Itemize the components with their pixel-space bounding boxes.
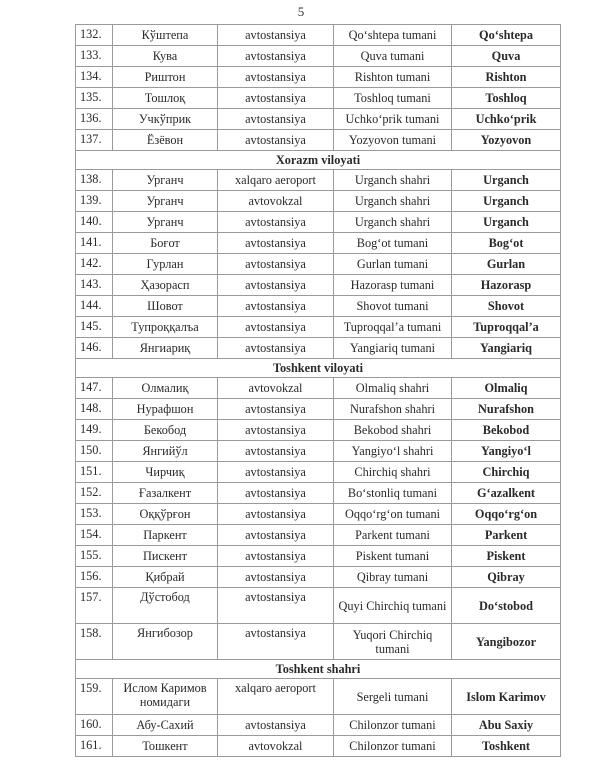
cyrillic-name: Бекобод — [113, 420, 218, 441]
table-row — [76, 624, 561, 660]
cyrillic-name: Абу-Сахий — [113, 715, 218, 736]
station-type: avtostansiya — [218, 624, 334, 660]
cyrillic-name: Дўстобод — [113, 588, 218, 624]
latin-name: Shovot — [452, 296, 561, 317]
cyrillic-name: Шовот — [113, 296, 218, 317]
station-type: xalqaro aeroport — [218, 679, 334, 715]
cyrillic-name: Ёзёвон — [113, 130, 218, 151]
district-name: Urganch shahri — [334, 191, 452, 212]
district-name: Quyi Chirchiq tumani — [334, 588, 452, 624]
table-row — [76, 25, 561, 46]
cyrillic-name: Янгийўл — [113, 441, 218, 462]
page-number: 5 — [297, 4, 305, 19]
cyrillic-name: Қибрай — [113, 567, 218, 588]
cyrillic-name: Янгибозор — [113, 624, 218, 660]
table-row — [76, 233, 561, 254]
district-name: Bekobod shahri — [334, 420, 452, 441]
cyrillic-name: Тошлоқ — [113, 88, 218, 109]
latin-name: Nurafshon — [452, 399, 561, 420]
latin-name: G‘azalkent — [452, 483, 561, 504]
district-name: Toshloq tumani — [334, 88, 452, 109]
row-number: 137. — [76, 130, 113, 151]
latin-name: Urganch — [452, 170, 561, 191]
table-row — [76, 67, 561, 88]
row-number: 148. — [76, 399, 113, 420]
district-name: Yuqori Chirchiq tumani — [334, 624, 452, 660]
cyrillic-name: Урганч — [113, 191, 218, 212]
station-type: avtostansiya — [218, 504, 334, 525]
row-number: 151. — [76, 462, 113, 483]
row-number: 143. — [76, 275, 113, 296]
district-name: Bo‘stonliq tumani — [334, 483, 452, 504]
latin-name: Olmaliq — [452, 378, 561, 399]
district-name: Urganch shahri — [334, 170, 452, 191]
table-row — [76, 88, 561, 109]
cyrillic-name: Кўштепа — [113, 25, 218, 46]
cyrillic-name: Пискент — [113, 546, 218, 567]
table-row — [76, 109, 561, 130]
station-type: avtovokzal — [218, 191, 334, 212]
table-row — [76, 525, 561, 546]
district-name: Yangiariq tumani — [334, 338, 452, 359]
cyrillic-name: Тупроққалъа — [113, 317, 218, 338]
station-type: avtostansiya — [218, 483, 334, 504]
row-number: 136. — [76, 109, 113, 130]
district-name: Uchko‘prik tumani — [334, 109, 452, 130]
table-row — [76, 483, 561, 504]
latin-name: Yangiyo‘l — [452, 441, 561, 462]
row-number: 135. — [76, 88, 113, 109]
section-title: Toshkent shahri — [76, 660, 561, 679]
district-name: Olmaliq shahri — [334, 378, 452, 399]
station-type: avtostansiya — [218, 88, 334, 109]
row-number: 149. — [76, 420, 113, 441]
station-type: avtostansiya — [218, 25, 334, 46]
latin-name: Urganch — [452, 191, 561, 212]
row-number: 160. — [76, 715, 113, 736]
cyrillic-name: Ғазалкент — [113, 483, 218, 504]
table-row — [76, 46, 561, 67]
section-header-row — [76, 660, 561, 679]
latin-name: Qibray — [452, 567, 561, 588]
district-name: Chilonzor tumani — [334, 715, 452, 736]
station-type: avtostansiya — [218, 67, 334, 88]
district-name: Hazorasp tumani — [334, 275, 452, 296]
station-type: avtostansiya — [218, 588, 334, 624]
station-type: avtostansiya — [218, 296, 334, 317]
cyrillic-name: Урганч — [113, 170, 218, 191]
table-row — [76, 441, 561, 462]
district-name: Rishton tumani — [334, 67, 452, 88]
row-number: 134. — [76, 67, 113, 88]
latin-name: Islom Karimov — [452, 679, 561, 715]
station-type: avtostansiya — [218, 317, 334, 338]
station-type: avtostansiya — [218, 525, 334, 546]
latin-name: Piskent — [452, 546, 561, 567]
station-type: avtostansiya — [218, 130, 334, 151]
station-type: avtostansiya — [218, 441, 334, 462]
cyrillic-name: Риштон — [113, 67, 218, 88]
district-name: Chirchiq shahri — [334, 462, 452, 483]
station-type: avtostansiya — [218, 109, 334, 130]
latin-name: Chirchiq — [452, 462, 561, 483]
station-type: xalqaro aeroport — [218, 170, 334, 191]
table-row — [76, 191, 561, 212]
cyrillic-name: Ҳазорасп — [113, 275, 218, 296]
row-number: 155. — [76, 546, 113, 567]
cyrillic-name: Олмалиқ — [113, 378, 218, 399]
row-number: 158. — [76, 624, 113, 660]
district-name: Chilonzor tumani — [334, 736, 452, 757]
row-number: 139. — [76, 191, 113, 212]
station-type: avtostansiya — [218, 275, 334, 296]
row-number: 153. — [76, 504, 113, 525]
district-name: Quva tumani — [334, 46, 452, 67]
table-row — [76, 275, 561, 296]
district-name: Qibray tumani — [334, 567, 452, 588]
station-type: avtostansiya — [218, 420, 334, 441]
cyrillic-name: Урганч — [113, 212, 218, 233]
latin-name: Oqqo‘rg‘on — [452, 504, 561, 525]
section-title: Toshkent viloyati — [76, 359, 561, 378]
table-row — [76, 338, 561, 359]
district-name: Oqqo‘rg‘on tumani — [334, 504, 452, 525]
cyrillic-name: Паркент — [113, 525, 218, 546]
section-header-row — [76, 359, 561, 378]
row-number: 132. — [76, 25, 113, 46]
section-title: Xorazm viloyati — [76, 151, 561, 170]
table-row — [76, 715, 561, 736]
latin-name: Toshloq — [452, 88, 561, 109]
cyrillic-name: Ислом Каримов номидаги — [113, 679, 218, 715]
table-row — [76, 399, 561, 420]
table-row — [76, 212, 561, 233]
row-number: 144. — [76, 296, 113, 317]
row-number: 138. — [76, 170, 113, 191]
district-name: Nurafshon shahri — [334, 399, 452, 420]
cyrillic-name: Оққўрғон — [113, 504, 218, 525]
table-row — [76, 420, 561, 441]
row-number: 142. — [76, 254, 113, 275]
row-number: 159. — [76, 679, 113, 715]
table-row — [76, 170, 561, 191]
station-type: avtostansiya — [218, 233, 334, 254]
row-number: 161. — [76, 736, 113, 757]
station-type: avtostansiya — [218, 462, 334, 483]
district-name: Sergeli tumani — [334, 679, 452, 715]
station-type: avtostansiya — [218, 567, 334, 588]
latin-name: Yangiariq — [452, 338, 561, 359]
district-name: Piskent tumani — [334, 546, 452, 567]
latin-name: Gurlan — [452, 254, 561, 275]
cyrillic-name: Тошкент — [113, 736, 218, 757]
cyrillic-name: Янгиариқ — [113, 338, 218, 359]
row-number: 152. — [76, 483, 113, 504]
table-row — [76, 378, 561, 399]
row-number: 146. — [76, 338, 113, 359]
station-type: avtostansiya — [218, 715, 334, 736]
station-type: avtostansiya — [218, 254, 334, 275]
table-row — [76, 462, 561, 483]
station-type: avtostansiya — [218, 399, 334, 420]
station-type: avtostansiya — [218, 546, 334, 567]
cyrillic-name: Кува — [113, 46, 218, 67]
table-row — [76, 130, 561, 151]
row-number: 150. — [76, 441, 113, 462]
district-name: Shovot tumani — [334, 296, 452, 317]
row-number: 133. — [76, 46, 113, 67]
cyrillic-name: Гурлан — [113, 254, 218, 275]
latin-name: Qo‘shtepa — [452, 25, 561, 46]
table-row — [76, 504, 561, 525]
cyrillic-name: Боғот — [113, 233, 218, 254]
district-name: Qo‘shtepa tumani — [334, 25, 452, 46]
section-header-row — [76, 151, 561, 170]
latin-name: Tuproqqal’a — [452, 317, 561, 338]
table-row — [76, 254, 561, 275]
cyrillic-name: Чирчиқ — [113, 462, 218, 483]
station-type: avtovokzal — [218, 736, 334, 757]
latin-name: Bog‘ot — [452, 233, 561, 254]
cyrillic-name: Нурафшон — [113, 399, 218, 420]
table-row — [76, 588, 561, 624]
district-name: Yozyovon tumani — [334, 130, 452, 151]
row-number: 145. — [76, 317, 113, 338]
row-number: 147. — [76, 378, 113, 399]
latin-name: Quva — [452, 46, 561, 67]
table-row — [76, 567, 561, 588]
table-row — [76, 736, 561, 757]
table-row — [76, 317, 561, 338]
latin-name: Bekobod — [452, 420, 561, 441]
row-number: 140. — [76, 212, 113, 233]
district-name: Urganch shahri — [334, 212, 452, 233]
district-name: Parkent tumani — [334, 525, 452, 546]
latin-name: Rishton — [452, 67, 561, 88]
latin-name: Do‘stobod — [452, 588, 561, 624]
latin-name: Uchko‘prik — [452, 109, 561, 130]
station-type: avtovokzal — [218, 378, 334, 399]
district-name: Gurlan tumani — [334, 254, 452, 275]
latin-name: Hazorasp — [452, 275, 561, 296]
row-number: 157. — [76, 588, 113, 624]
table-row — [76, 679, 561, 715]
cyrillic-name: Учкўприк — [113, 109, 218, 130]
row-number: 141. — [76, 233, 113, 254]
station-type: avtostansiya — [218, 212, 334, 233]
district-name: Tuproqqal’a tumani — [334, 317, 452, 338]
row-number: 154. — [76, 525, 113, 546]
station-type: avtostansiya — [218, 338, 334, 359]
table-row — [76, 546, 561, 567]
station-type: avtostansiya — [218, 46, 334, 67]
table-row — [76, 296, 561, 317]
latin-name: Yangibozor — [452, 624, 561, 660]
district-name: Bog‘ot tumani — [334, 233, 452, 254]
row-number: 156. — [76, 567, 113, 588]
stations-table — [75, 24, 561, 757]
latin-name: Parkent — [452, 525, 561, 546]
latin-name: Toshkent — [452, 736, 561, 757]
district-name: Yangiyo‘l shahri — [334, 441, 452, 462]
latin-name: Yozyovon — [452, 130, 561, 151]
latin-name: Abu Saxiy — [452, 715, 561, 736]
latin-name: Urganch — [452, 212, 561, 233]
